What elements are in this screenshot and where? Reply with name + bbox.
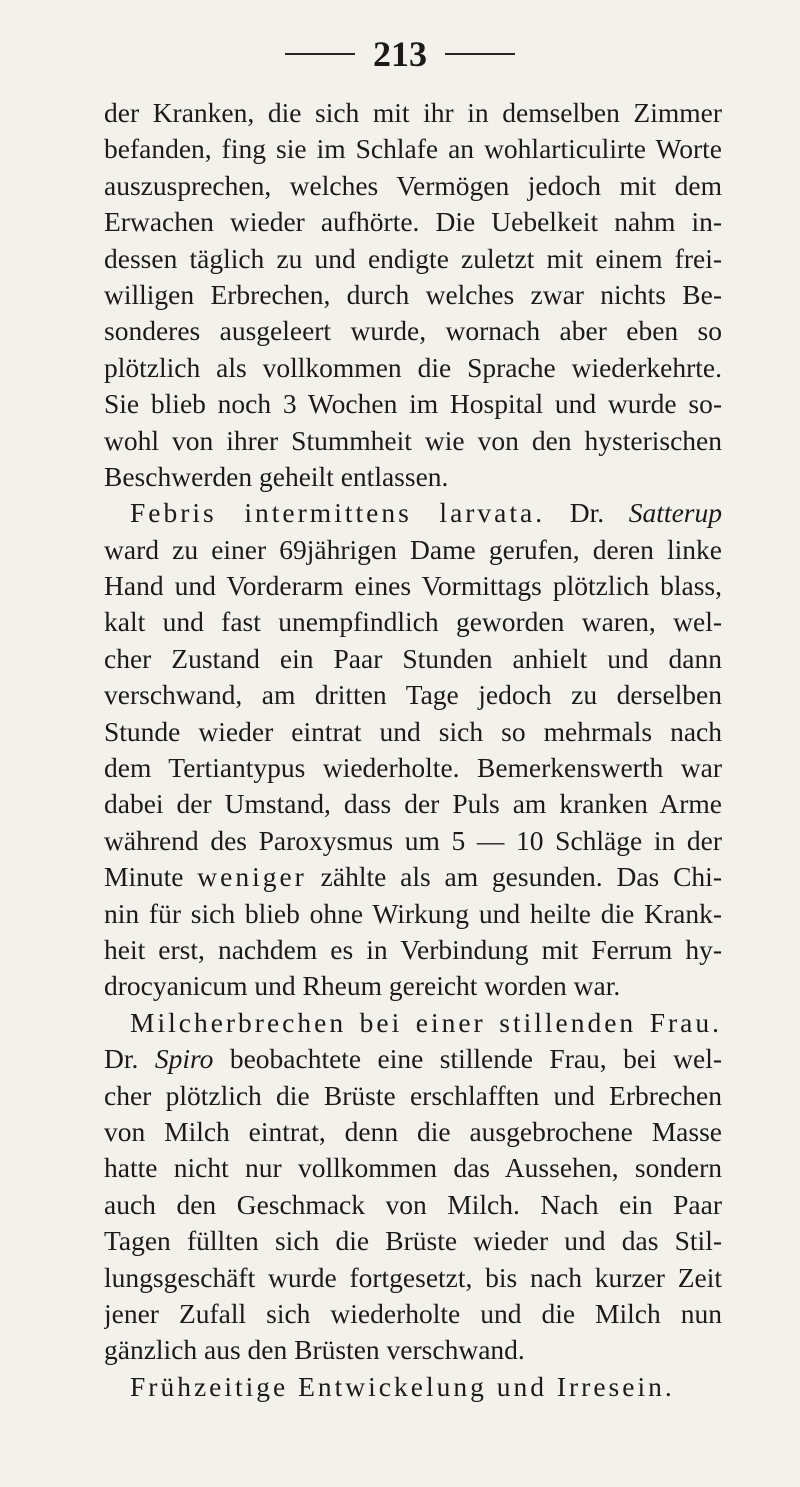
emphasis: weniger: [197, 861, 307, 893]
text-line: verschwand, am dritten Tage jedoch zu derselben: [104, 679, 722, 711]
text-line: hatte nicht nur vollkommen das Aussehen, sondern: [104, 1152, 722, 1184]
text-line: der Kranken, die sich mit ihr in demselben Zimmer: [104, 97, 722, 128]
text-line: Stunde wieder eintrat und sich so mehrmals nach: [104, 715, 722, 747]
text-line: ward zu einer 69jährigen Dame gerufen, deren linke: [104, 533, 722, 565]
text-line: plötzlich als vollkommen die Sprache wiederkehrte.: [104, 351, 722, 383]
body-text: [104, 95, 722, 1405]
text-line: drocyanicum und Rheum gereicht worden war.: [104, 970, 621, 1002]
section-heading-line: [104, 495, 722, 531]
section-heading: Febris intermittens larvata.: [130, 497, 546, 529]
text-line: wohl von ihrer Stummheit wie von den hysterischen: [104, 424, 722, 456]
section-heading: Frühzeitige Entwickelung und Irresein.: [130, 1370, 675, 1402]
text-line: nin für sich blieb ohne Wirkung und heilte die Krank-: [104, 897, 722, 929]
text-line: [104, 1041, 722, 1077]
text-line: dessen täglich zu und endigte zuletzt mit einem frei-: [104, 242, 722, 274]
text-fragment: Minute: [104, 861, 198, 893]
section-heading: Milcherbrechen bei einer stillenden Frau.: [130, 1006, 722, 1038]
text-line: cher plötzlich die Brüste erschlafften und Erbrechen: [104, 1079, 722, 1111]
text-line: willigen Erbrechen, durch welches zwar nichts Be-: [104, 278, 722, 310]
text-line: Tagen füllten sich die Brüste wieder und das Stil-: [104, 1225, 722, 1257]
text-line: dabei der Umstand, dass der Puls am kranken Arme: [104, 788, 722, 820]
page-header: [0, 34, 800, 74]
text-fragment: zählte als am gesunden. Das Chi-: [306, 861, 722, 893]
text-fragment: beobachtete eine stillende Frau, bei wel-: [213, 1043, 722, 1075]
text-line: Hand und Vorderarm eines Vormittags plötzlich blass,: [104, 570, 722, 602]
text-line: kalt und fast unempfindlich geworden waren, wel-: [104, 606, 722, 638]
text-line: von Milch eintrat, denn die ausgebrochene Masse: [104, 1115, 722, 1147]
text-line: jener Zufall sich wiederholte und die Milch nun: [104, 1297, 722, 1329]
text-line: heit erst, nachdem es in Verbindung mit Ferrum hy-: [104, 933, 722, 965]
text-line: auch den Geschmack von Milch. Nach ein Paar: [104, 1188, 722, 1220]
section-heading-line: [104, 1005, 722, 1041]
text-line: während des Paroxysmus um 5 — 10 Schläge in der: [104, 824, 722, 856]
text-line: sonderes ausgeleert wurde, wornach aber eben so: [104, 315, 722, 347]
text-line: auszusprechen, welches Vermögen jedoch mit dem: [104, 169, 722, 201]
header-rule-left: [285, 53, 355, 55]
text-line: lungsgeschäft wurde fortgesetzt, bis nach kurzer Zeit: [104, 1261, 722, 1293]
header-rule-right: [445, 53, 515, 55]
author-name: Satterup: [628, 497, 722, 529]
text-fragment: Dr.: [104, 1043, 155, 1075]
text-line: dem Tertiantypus wiederholte. Bemerkenswerth war: [104, 752, 722, 784]
text-line: Beschwerden geheilt entlassen.: [104, 460, 449, 492]
section-heading-line: [104, 1369, 722, 1405]
text-line: gänzlich aus den Brüsten verschwand.: [104, 1334, 525, 1366]
author-name: Spiro: [154, 1043, 214, 1075]
text-fragment: Dr.: [545, 497, 629, 529]
text-line: [104, 859, 722, 895]
text-line: Sie blieb noch 3 Wochen im Hospital und wurde so-: [104, 388, 722, 420]
text-line: befanden, fing sie im Schlafe an wohlarticulirte Worte: [104, 133, 722, 165]
text-line: cher Zustand ein Paar Stunden anhielt und dann: [104, 642, 722, 674]
page-number: 213: [373, 34, 427, 74]
text-line: Erwachen wieder aufhörte. Die Uebelkeit nahm in-: [104, 206, 722, 238]
